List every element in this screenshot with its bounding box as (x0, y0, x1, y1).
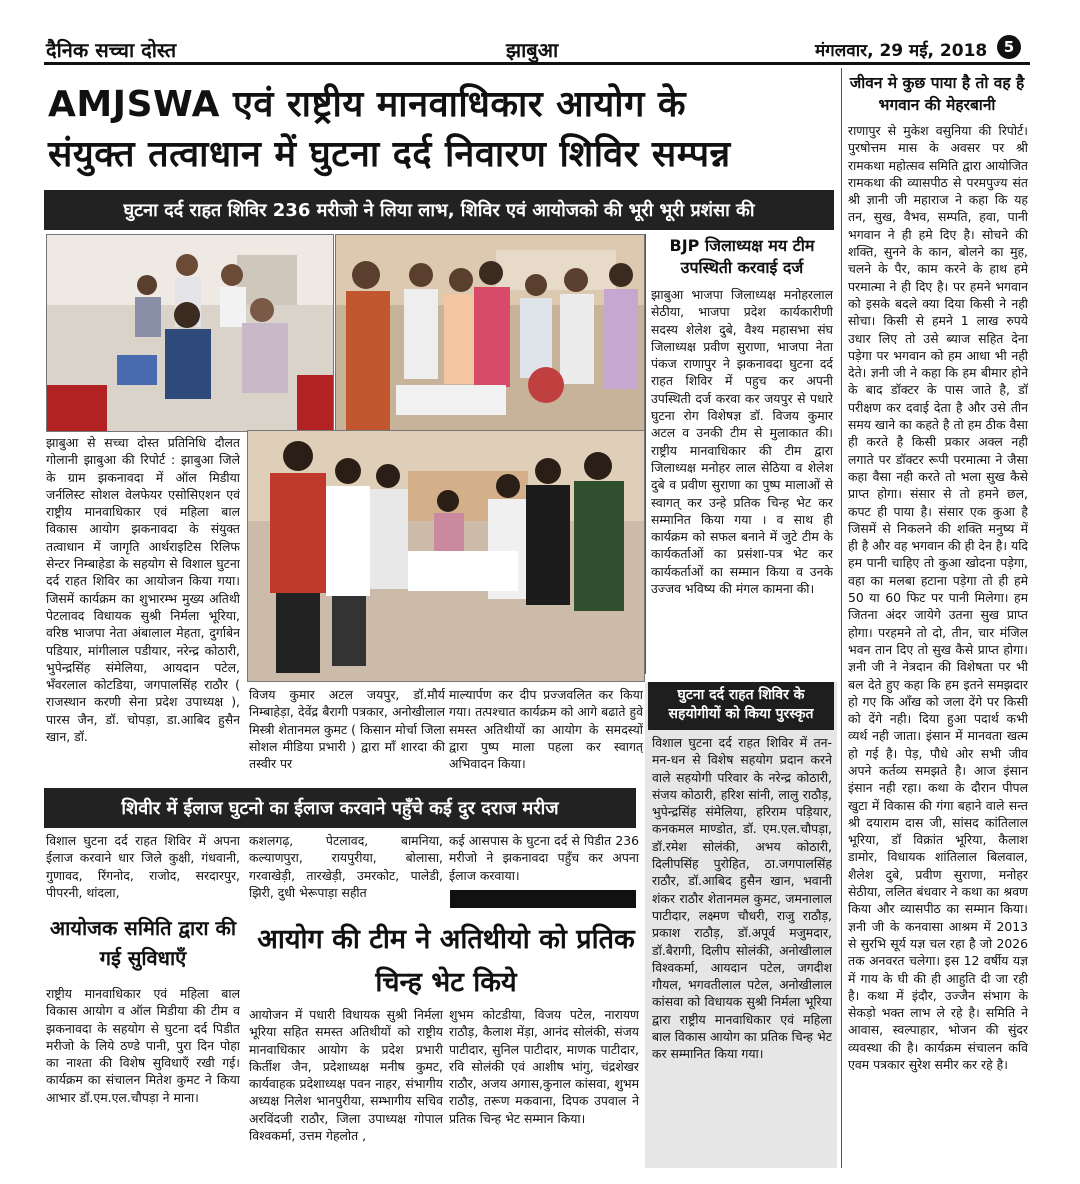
team-story-col2: शुभम कोटडीया, विजय पटेल, नारायण राठौड़, कैलाश मेंड़ा, आनंद सोलंकी, संजय पाटीदार, सुनिल पाटीदार, माणक पाटीदार, रवि सोलंकी एवं आशीष भांगु, चंद्रशेखर राठौर, अजय अगास,कुनाल कांसवा, शुभम राठौड़, तरूण मकवाना, दिपक उपवाल ने प्रतिक चिन्ह भेट सम्मान किया। (449, 1007, 639, 1126)
bjp-story-heading: BJP जिलाध्यक्ष मय टीम उपस्थिती करवाई दर्ज (669, 236, 815, 277)
bjp-story-body: झाबुआ भाजपा जिलाध्यक्ष मनोहरलाल सेठीया, भाजपा प्रदेश कार्यकारीणी सदस्य शेलेश दुबे, वैश्य महासभा संघ जिलाध्यक्ष प्रवीण सुराणा, भाजपा नेता पंकज राणापुर ने झकनावदा घुटना दर्द राहत शिविर में पहुच कर अपनी उपस्थिती दर्ज करवा कर जयपुर से पधारे घुटना रोग विशेषज्ञ डॉ. विजय कुमार अटल व उनकी टीम से मुलाकात की। राष्ट्रीय मानवाधिकार की टीम द्वारा जिलाध्यक्ष मनोहर लाल सेठिया व शेलेश दुबे व प्रवीण सुराणा का पुष्प मालाओं से स्वागत् कर उन्हे प्रतिक चिन्ह भेट कर सम्मानित किया गया । व साथ ही कार्यक्रम को सफल बनाने में जुटे टीम के कार्यकर्ताओं का प्रसंशा-पत्र भेट कर कार्यकर्ताओं का सम्मान किया व उनके उज्जव भविष्य की मंगल कामना की। (651, 287, 833, 597)
main-headline-line2: संयुक्त तत्वाधान में घुटना दर्द निवारण शिविर सम्पन्न (48, 134, 731, 175)
sidebar-heading: जीवन मे कुछ पाया है तो वह है भगवान की मेहरबानी (849, 74, 1025, 114)
black-divider-bar (450, 890, 636, 908)
patients-story-heading: शिवीर में ईलाज घुटनो का ईलाज करवाने पहुँचे कई दुर दराज मरीज (44, 788, 636, 828)
subheadline-banner: घुटना दर्द राहत शिविर 236 मरीजो ने लिया लाभ, शिविर एवं आयोजको की भूरी भूरी प्रशंसा की (44, 190, 834, 230)
photo-award-ceremony (247, 430, 645, 682)
paper-name: दैनिक सच्चा दोस्त (46, 38, 177, 62)
helpers-story-heading: घुटना दर्द राहत शिविर के सहयोगीयों को किया पुरस्कृत (648, 682, 834, 730)
helpers-story-body: विशाल घुटना दर्द राहत शिविर में तन-मन-धन से विशेष सहयोग प्रदान करने वाले सहयोगी परिवार के नरेन्द्र कोठारी, संजय कोठारी, हरिश सांनी, लालु राठौड़, भुपेन्द्रसिंह संमेलिया, हरिराम पड़ियार, कनकमल माण्डोत, डॉ. एम.एल.चौपड़ा, डॉ.रमेश सोलंकी, अभय कोठारी, दिलीपसिंह पुरोहित, ठा.जगपालसिंह राठौर, डॉ.आबिद हुसैन खान, भवानी शंकर राठौर शेतानमल कुमट, जमनालाल पाटीदार, लक्ष्मण चौधरी, राजु राठौड़, प्रकाश राठौड़, डॉ.अपूर्व मजुमदार, डॉ.बैरागी, दिलीप सोलंकी, अनोखीलाल विश्वकर्मा, आयदान पटेल, जगदीश गौयल, भगवतीलाल पटेल, अनोखीलाल कांसवा को विधायक सुश्री निर्मला भूरिया द्वारा राष्ट्रीय मानवाधिकार एवं महिला बाल विकास आयोग का प्रतिक चिन्ह भेट कर सम्मानित किया गया। (652, 735, 832, 1062)
photo-patient-treatment (46, 234, 334, 432)
patients-story-col1: विशाल घुटना दर्द राहत शिविर में अपना ईलाज करवाने धार जिले कुक्षी, गंधवानी, गुणावद, रिंगनोद, राजोद, सरदारपुर, पीपरनी, थांदला, (46, 833, 240, 900)
patients-story-col3: कई आसपास के घुटना दर्द से पिडीत 236 मरीजो ने झकनावदा पहुँच कर अपना ईलाज करवाया। (449, 833, 639, 883)
sidebar-divider (841, 68, 842, 1168)
stage-photo-image (336, 235, 644, 431)
patients-story-col2: कशलगढ़, पेटलावद, बामनिया, कल्याणपुरा, रायपुरीया, बोलासा, गरवाखेड़ी, तारखेड़ी, उमरकोट, पालेडी, झिरी, दुधी भेरूपाड़ा सहीत (249, 833, 443, 900)
photo-stage-guests (335, 234, 645, 432)
main-story-col1: झाबुआ से सच्चा दोस्त प्रतिनिधि दौलत गोलानी झाबुआ की रिपोर्ट : झाबुआ जिले के ग्राम झकनावदा में ऑल मिडीया जर्नलिस्ट सोशल वेलफेयर एसोसिएशन एवं राष्ट्रीय मानवाधिकार एवं महिला बाल विकास आयोग झकनावदा के संयुक्त तत्वाधान में जागृति आर्थराइटिस रिलिफ सेन्टर निम्बाहेडा के सहयोग से विशाल घुटना दर्द राहत शिविर का आयोजन किया गया। जिसमें कार्यक्रम का शुभारम्भ मुख्य अतिथी पेटलावद विधायक सुश्री निर्मला भूरिया, वरिष्ठ भाजपा नेता अंबालाल मेहता, दुर्गाबेन पडियार, मांगीलाल पडीयार, नरेन्द्र कोठारी, भुपेन्द्रसिंह संमेलिया, आयदान पटेल, भँवरलाल कोटडिया, जगपालसिंह राठौर ( राजस्थान करणी सेना प्रदेश उपाध्यक्ष ), पारस जैन, डॉ. चोपड़ा, डा.आबिद हुसैन खान, डॉ. (46, 435, 240, 745)
sidebar-body: राणापुर से मुकेश वसुनिया की रिपोर्ट। पुरषोत्तम मास के अवसर पर श्री रामकथा महोत्सव समिति द्वारा आयोजित रामकथा की व्यासपीठ से परमपुज्य संत श्री ज्ञानी जी महाराज ने कहा कि यह तन, सुख, वैभव, सम्पति, हवा, पानी भगवान ने ही हमे दिए है। सोचने की शक्ति, सुनने के कान, बोलने का मुह, चलने के पैर, काम करने के हाथ हमे परमात्मा ने ही दिए है। पर हमने भगवान को इसके बदले क्या दिया किसी ने नही सोचा। किसी से हमने 1 लाख रुपये उधार लिए तो उसे ब्याज सहित देना पड़ेगा पर भगवान को हम आधा भी नही देते। ज्ञनी जी ने कहा कि हम बीमार होने के बाद डॉक्टर के पास जाते है, डॉ परीक्षण कर दवाई देता है और उसे तीन समय खाने का कहते है तो हम ठीक वैसा ही करते है किसी प्रकार अक्ल नही लगाते पर डॉक्टर रूपी परमात्मा ने जैसा कहा वैसा नही करते तो भला सुख कैसे प्राप्त होगा। संसार से तो हमने छल, कपट ही पाया है। संसार एक कुआ है जिसमें से निकलने की शक्ति मनुष्य में ही है और वह भगवान की ही देन है। यदि हम पानी चाहिए तो कुआ खोदना पड़ेगा, वहा का मलबा हटाना पड़ेगा तो ही हमे 50 या 60 फिट पर पानी मिलेगा। हम जितना अंदर जायेगे उतना सुख प्राप्त होगा। परहमने तो दो, तीन, चार मंजिल भवन तान दिए तो सुख कैसे प्राप्त होगा। ज्ञनी जी ने नेत्रदान की विशेषता पर भी बल देते हुए कहा कि हम इतने समझदार हो गए कि आँख को जला देंगे पर किसी को देंगे नही। दिया हुआ पदार्थ कभी व्यर्थ नही जाता। इंसान में मानवता खत्म हो गई है। पेड़, पौधे ओर सभी जीव अपने कर्तव्य समझते है। आज इंसान इंसान नही रहा। कथा के दौरान पीपल खुटा में विकास की गंगा बहाने वाले सन्त श्री दयाराम दास जी, सांसद कांतिलाल भूरिया, डॉ विक्रांत भूरिया, कैलाश डामोर, विधायक शांतिलाल बिलवाल, शैलेश दुबे, प्रवीण सुराणा, मनोहर सेठीया, ललित बंधवार ने कथा का श्रवण किया और व्यासपीठ का सम्मान किया। ज्ञनी जी के कनवासा आश्रम में 2013 से सुरभि सूर्य यज्ञ चल रहा है जो 2026 तक अनवरत चलेगा। इस 12 वर्षीय यज्ञ में गाय के घी की ही आहुति दी जा रही है। कथा में इंदौर, उज्जैन संभाग के सेकड़ो भक्त लाभ ले रहे है। समिति ने आवास, स्वल्पाहार, भोजन की सुंदर व्यवस्था की है। कार्यक्रम संचालन कवि एवम पत्रकार सुरेश समीर कर रहे है। (848, 123, 1028, 1073)
team-story-heading: आयोग की टीम ने अतिथीयो को प्रतिक चिन्ह भेट किये (257, 924, 635, 998)
main-story-col3: माल्यार्पण कर दीप प्रज्जवलित कर किया गया। तत्पश्चात कार्यक्रम को आगे बढाते हुवे समस्त अतिथीयों का आयोग के समदस्यों द्वारा पुष्प माला पहला कर स्वागत् अभिवादन किया। (449, 687, 643, 772)
issue-date: मंगलवार, 29 मई, 2018 (815, 41, 988, 61)
column-divider (645, 234, 646, 674)
main-headline-line1: AMJSWA एवं राष्ट्रीय मानवाधिकार आयोग के (48, 84, 687, 125)
page-number-badge: 5 (997, 35, 1021, 59)
facilities-story-heading: आयोजक समिति द्वारा की गई सुविधाएँ (49, 916, 237, 970)
masthead-rule (44, 62, 1030, 65)
team-story-col1: आयोजन में पधारी विधायक सुश्री निर्मला भूरिया सहित समस्त अतिथीयों को राष्ट्रीय मानवाधिकार आयोग के प्रदेश प्रभारी किर्तीश जैन, प्रदेशाध्यक्ष मनीष कुमट, कार्यवाहक प्रदेशाध्यक्ष पवन नाहर, संभागीय अध्यक्ष निलेश भानपुरीया, सम्भागीय सचिव अरविंदजी राठौर, जिला उपाध्यक्ष गोपाल विश्वकर्मा, उत्तम गेहलोत , (249, 1007, 443, 1144)
facilities-story-body: राष्ट्रीय मानवाधिकार एवं महिला बाल विकास आयोग व ऑल मिडीया की टीम व झकनावदा के सहयोग से घुटना दर्द पिडीत मरीजो के लिये ठण्डे पानी, पुरा दिन पोहा का नाश्ता की विशेष सुविधाएँ रखी गई। कार्यक्रम का संचालन मितेश कुमट ने किया आभार डॉ.एम.एल.चौपड़ा ने माना। (46, 986, 240, 1105)
section-name: झाबुआ (506, 38, 559, 62)
treatment-photo-image (47, 235, 333, 431)
ceremony-photo-image (248, 431, 644, 681)
main-story-col2: विजय कुमार अटल जयपुर, डॉ.मौर्य निम्बाहेड़ा, देवेंद्र बैरागी पत्रकार, अनोखीलाल मिस्त्री शेतानमल कुमट ( किसान मोर्चा जिला सोशल मीडिया प्रभारी ) द्वारा माँ शारदा की तस्वीर पर (249, 687, 445, 772)
